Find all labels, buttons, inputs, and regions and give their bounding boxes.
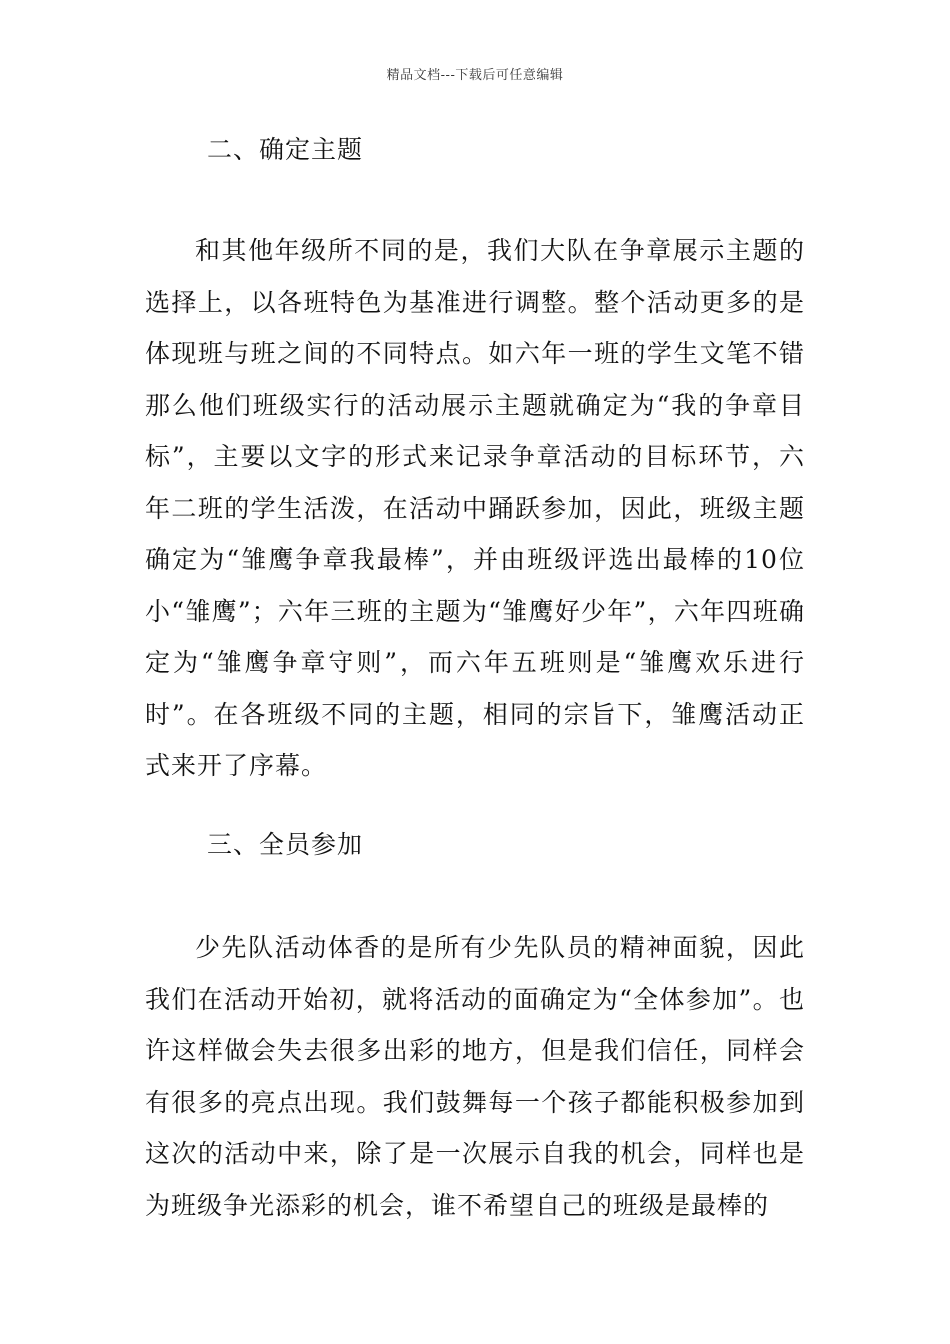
section-heading-determine-theme: 二、确定主题 bbox=[207, 135, 364, 164]
section-heading-full-participation: 三、全员参加 bbox=[207, 830, 364, 859]
page-header: 精品文档---下载后可任意编辑 bbox=[386, 68, 564, 83]
section-paragraph-full-participation: 少先队活动体香的是所有少先队员的精神面貌，因此我们在活动开始初，就将活动的面确定为“全体参加”。也许这样做会失去很多出彩的地方，但是我们信任，同样会有很多的亮点出现。我们鼓舞每一个孩子都能积极参加到这次的活动中来，除了是一次展示自我的机会，同样也是为班级争光添彩的机会，谁不希望自己的班级是最棒的 bbox=[145, 933, 805, 1220]
section-paragraph-determine-theme: 和其他年级所不同的是，我们大队在争章展示主题的选择上，以各班特色为基准进行调整。整个活动更多的是体现班与班之间的不同特点。如六年一班的学生文笔不错那么他们班级实行的活动展示主题就确定为“我的争章目标”，主要以文字的形式来记录争章活动的目标环节，六年二班的学生活泼，在活动中踊跃参加，因此，班级主题确定为“雏鹰争章我最棒”，并由班级评选出最棒的10位小“雏鹰”；六年三班的主题为“雏鹰好少年”，六年四班确定为“雏鹰争章守则”，而六年五班则是“雏鹰欢乐进行时”。在各班级不同的主题，相同的宗旨下，雏鹰活动正式来开了序幕。 bbox=[145, 236, 805, 780]
